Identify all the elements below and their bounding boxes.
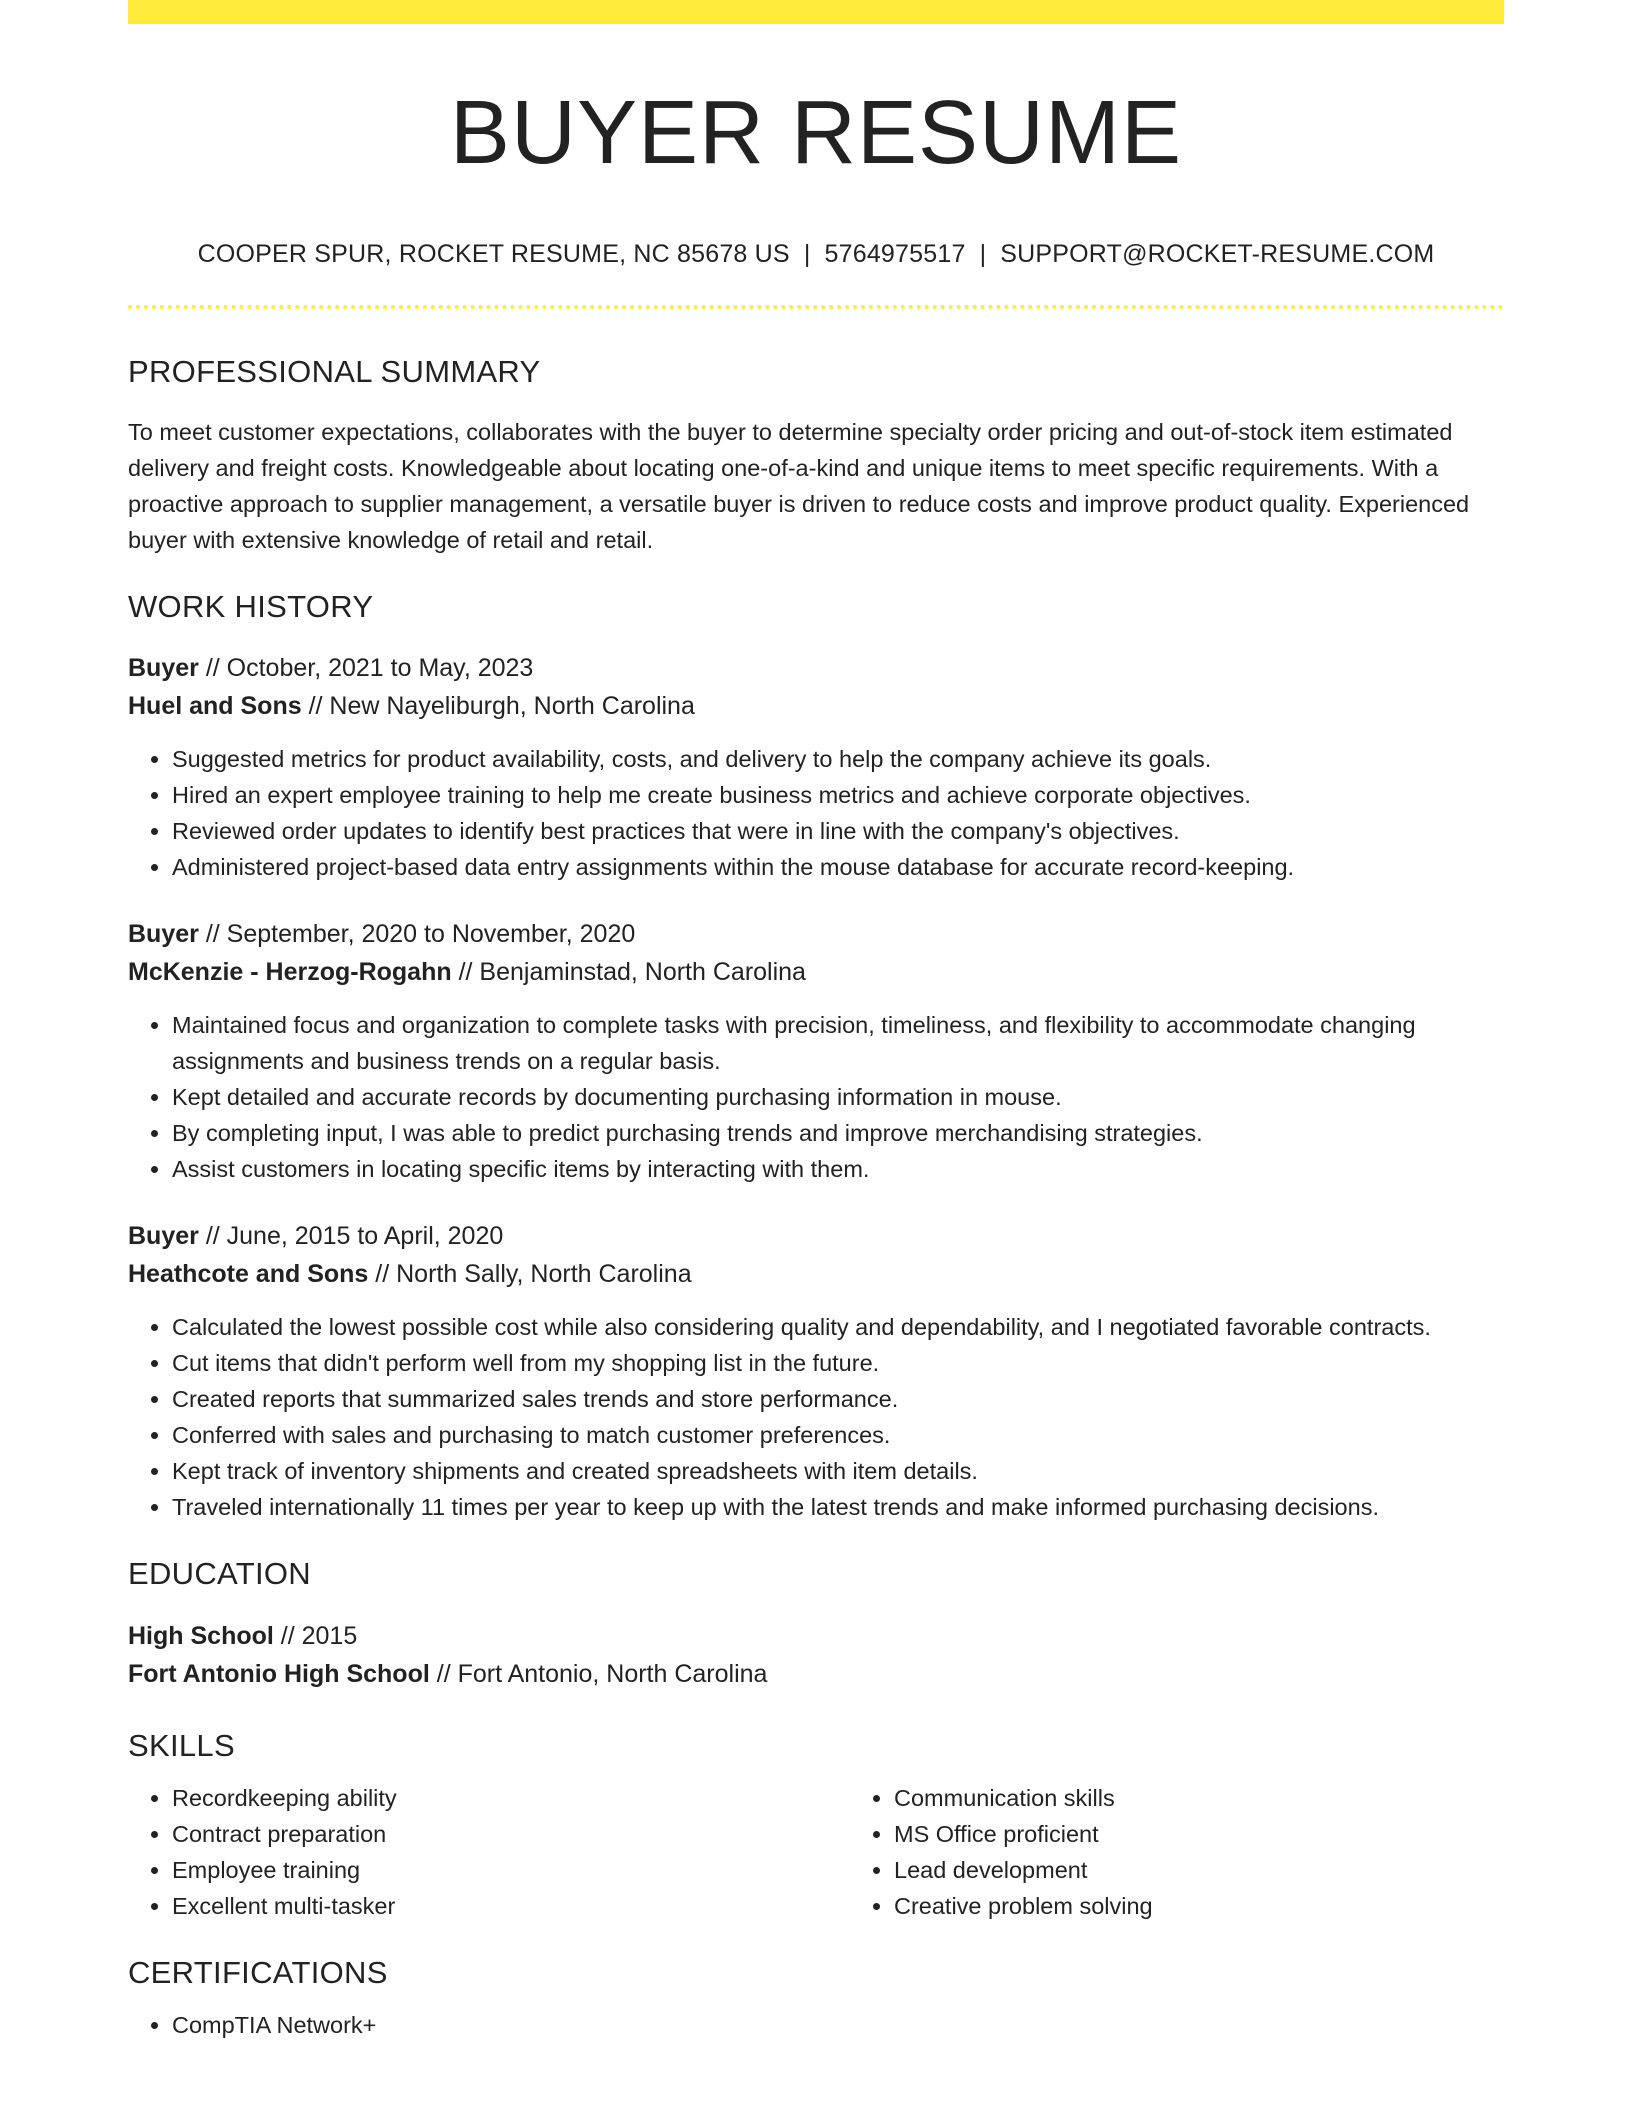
job-role-line: [128, 1217, 1504, 1255]
job-bullet: • Hired an expert employee training to help me create business metrics and achieve corporate objectives.: [172, 777, 1504, 813]
job-bullet: • Assist customers in locating specific items by interacting with them.: [172, 1151, 1504, 1187]
skill-item: • Employee training: [172, 1852, 850, 1888]
job-location: // Benjaminstad, North Carolina: [451, 958, 806, 987]
job-company: McKenzie - Herzog-Rogahn: [128, 958, 452, 987]
education-degree-line: [128, 1617, 1504, 1655]
skill-item: • Excellent multi-tasker: [172, 1888, 850, 1924]
job-dates: // June, 2015 to April, 2020: [198, 1222, 504, 1251]
job-company: Huel and Sons: [128, 692, 302, 721]
contact-separator: |: [979, 240, 987, 268]
job-company-line: [128, 1255, 1504, 1293]
job-role: Buyer: [128, 654, 199, 683]
job-bullet: • Conferred with sales and purchasing to match customer preferences.: [172, 1417, 1504, 1453]
job-bullets: [128, 741, 1504, 885]
certification-item: • CompTIA Network+: [172, 2007, 1504, 2043]
job-location: // New Nayeliburgh, North Carolina: [301, 692, 695, 721]
job-bullet: • By completing input, I was able to predict purchasing trends and improve merchandising strategies.: [172, 1115, 1504, 1151]
skill-item: • Contract preparation: [172, 1816, 850, 1852]
skills-grid: [128, 1780, 1504, 1924]
job-entry: [128, 649, 1504, 885]
skill-item: • Lead development: [894, 1852, 1572, 1888]
job-role-line: [128, 649, 1504, 687]
job-company-line: [128, 687, 1504, 725]
job-bullet: • Cut items that didn't perform well from my shopping list in the future.: [172, 1345, 1504, 1381]
skills-column-left: [128, 1780, 850, 1924]
section-title-certifications: CERTIFICATIONS: [128, 1954, 388, 1990]
job-bullet: • Calculated the lowest possible cost while also considering quality and dependability, and I negotiated favorable contracts.: [172, 1309, 1504, 1345]
section-title-work-history: WORK HISTORY: [128, 589, 374, 625]
dotted-divider: [128, 305, 1504, 309]
job-location: // North Sally, North Carolina: [368, 1260, 692, 1289]
education-degree: High School: [128, 1621, 274, 1650]
contact-address: COOPER SPUR, ROCKET RESUME, NC 85678 US: [197, 240, 790, 268]
education-school-line: [128, 1655, 1504, 1693]
job-entry: [128, 915, 1504, 1187]
education-year: // 2015: [273, 1621, 358, 1650]
job-bullet: • Kept detailed and accurate records by documenting purchasing information in mouse.: [172, 1079, 1504, 1115]
job-bullets: [128, 1007, 1504, 1187]
skill-item: • Recordkeeping ability: [172, 1780, 850, 1816]
education-entry: [128, 1617, 1504, 1693]
job-role: Buyer: [128, 1222, 199, 1251]
job-bullet: • Kept track of inventory shipments and created spreadsheets with item details.: [172, 1453, 1504, 1489]
section-title-summary: PROFESSIONAL SUMMARY: [128, 354, 541, 389]
job-bullet: • Created reports that summarized sales trends and store performance.: [172, 1381, 1504, 1417]
skill-item: • MS Office proficient: [894, 1816, 1572, 1852]
contact-phone: 5764975517: [824, 240, 966, 268]
summary-text: To meet customer expectations, collaborates with the buyer to determine specialty order pricing and out-of-stock item estimated delivery and freight costs. Knowledgeable about locating one-of-a-kind and unique items to meet specific requirements. With a proactive approach to supplier management, a versatile buyer is driven to reduce costs and improve product quality. Experienced buyer with extensive knowledge of retail and retail.: [128, 419, 1470, 554]
job-company-line: [128, 953, 1504, 991]
job-dates: // October, 2021 to May, 2023: [198, 654, 534, 683]
job-entry: [128, 1217, 1504, 1525]
job-bullet: • Administered project-based data entry assignments within the mouse database for accurate record-keeping.: [172, 849, 1504, 885]
skill-item: • Communication skills: [894, 1780, 1572, 1816]
job-role-line: [128, 915, 1504, 953]
job-company: Heathcote and Sons: [128, 1260, 369, 1289]
resume-page: [128, 0, 1504, 2043]
skills-column-right: [850, 1780, 1572, 1924]
accent-bar: [128, 0, 1504, 24]
skill-item: • Creative problem solving: [894, 1888, 1572, 1924]
section-title-skills: SKILLS: [128, 1727, 235, 1763]
job-bullets: [128, 1309, 1504, 1525]
contact-email: SUPPORT@ROCKET-RESUME.COM: [1000, 240, 1435, 268]
education-location: // Fort Antonio, North Carolina: [429, 1659, 768, 1688]
job-role: Buyer: [128, 920, 199, 949]
job-bullet: • Suggested metrics for product availability, costs, and delivery to help the company achieve its goals.: [172, 741, 1504, 777]
contact-separator: |: [803, 240, 811, 268]
contact-line: [128, 239, 1504, 269]
education-school: Fort Antonio High School: [128, 1659, 430, 1688]
job-dates: // September, 2020 to November, 2020: [198, 920, 636, 949]
resume-title: BUYER RESUME: [449, 83, 1183, 183]
job-bullet: • Reviewed order updates to identify best practices that were in line with the company's objectives.: [172, 813, 1504, 849]
job-bullet: • Maintained focus and organization to complete tasks with precision, timeliness, and flexibility to accommodate changing assignments and business trends on a regular basis.: [172, 1007, 1504, 1079]
section-title-education: EDUCATION: [128, 1556, 311, 1592]
job-bullet: • Traveled internationally 11 times per year to keep up with the latest trends and make informed purchasing decisions.: [172, 1489, 1504, 1525]
certification-list: [128, 2007, 1504, 2043]
